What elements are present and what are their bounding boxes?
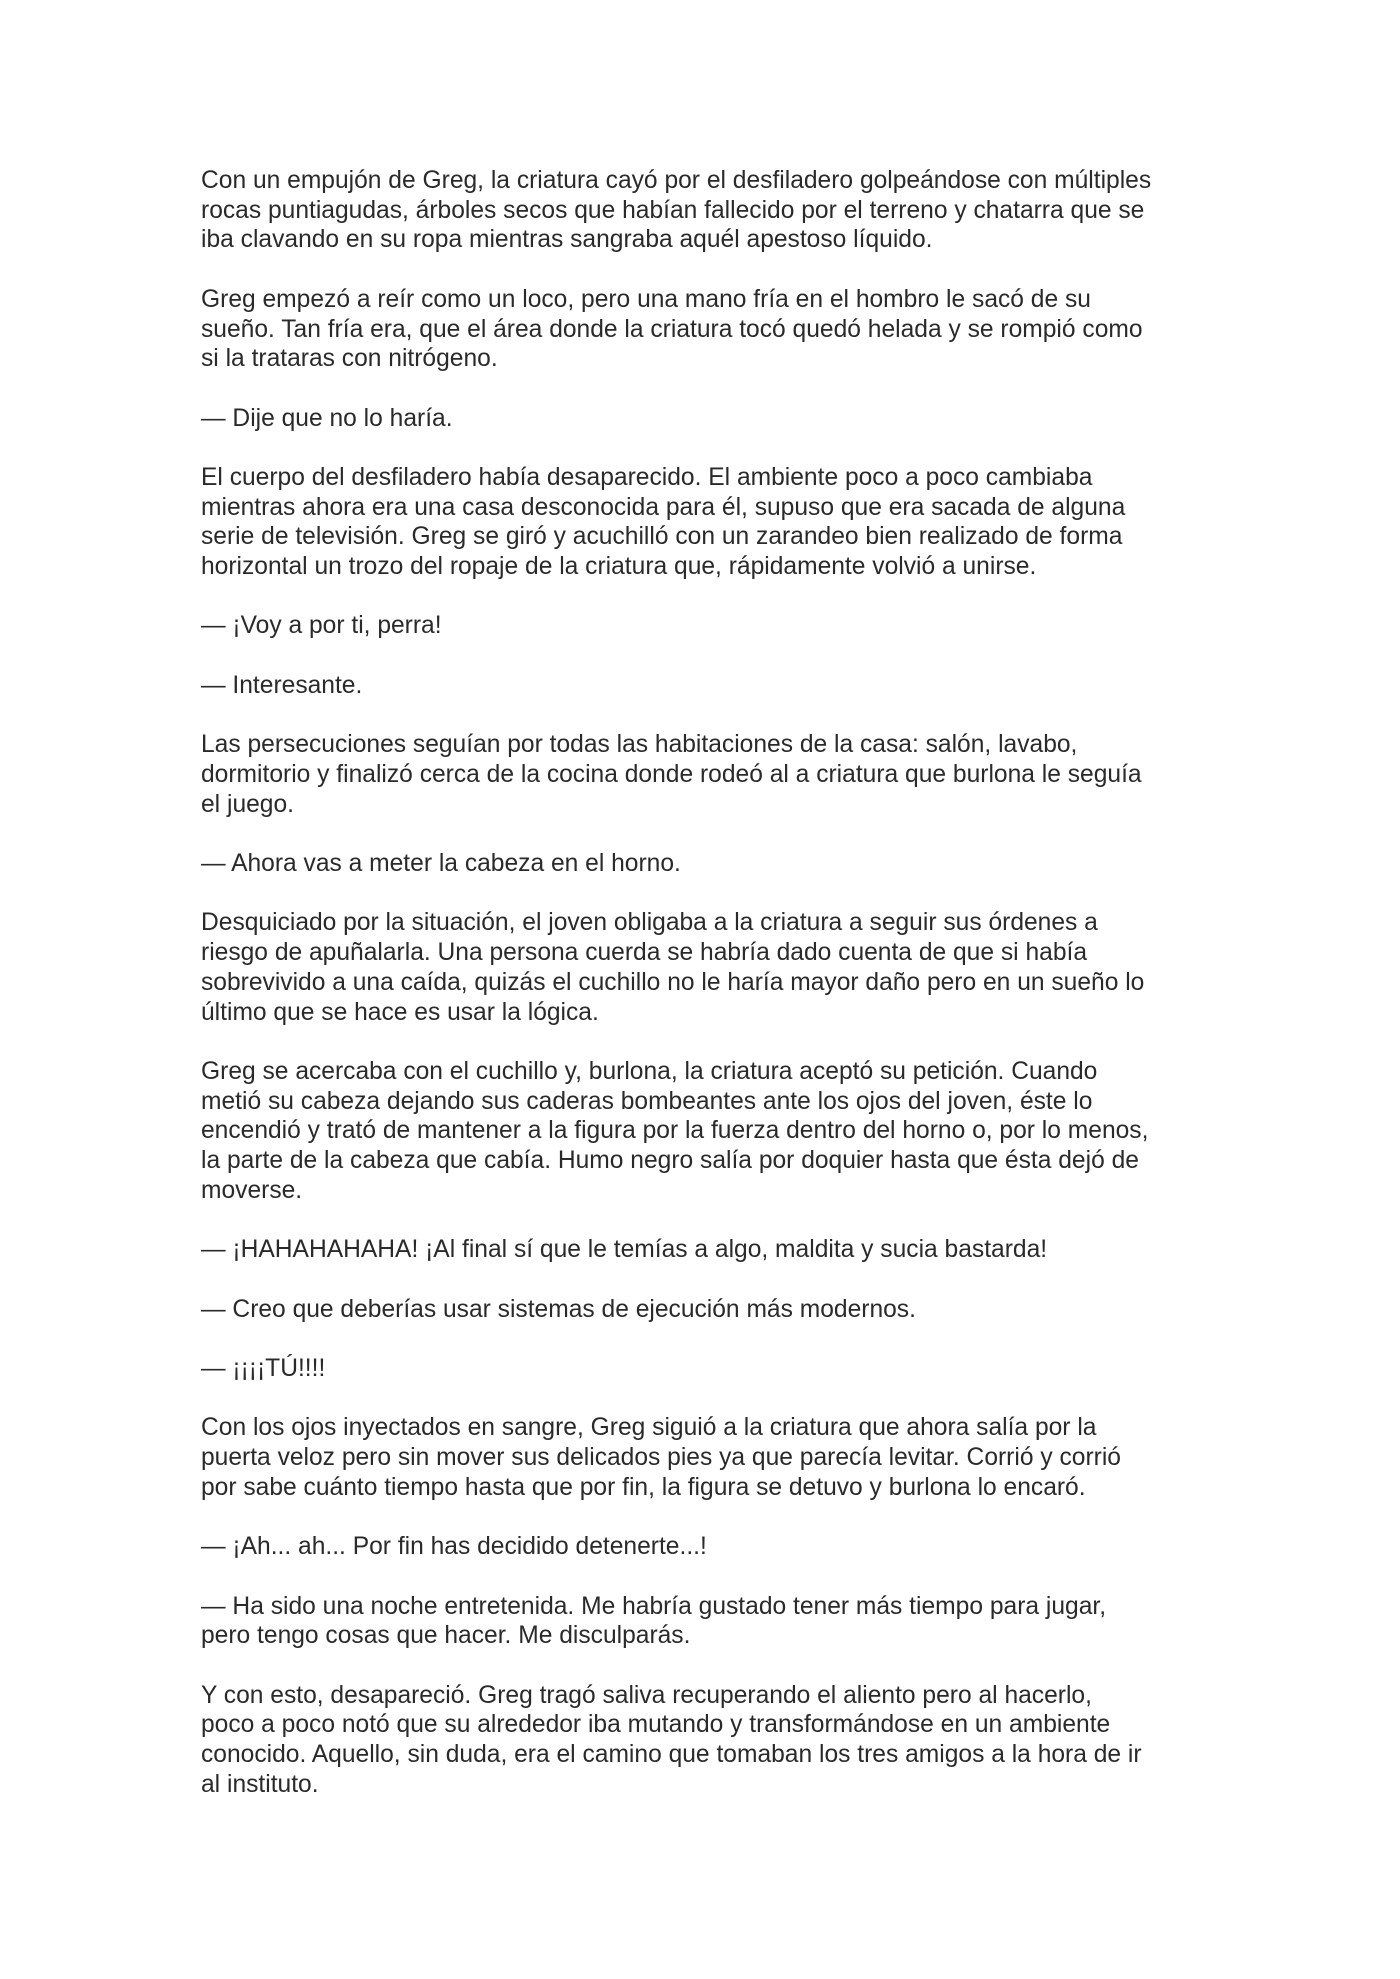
text-line: iba clavando en su ropa mientras sangraba aquél apestoso líquido.: [201, 226, 933, 254]
dialogue-paragraph: [201, 1295, 1211, 1325]
text-line: último que se hace es usar la lógica.: [201, 998, 599, 1026]
text-line: — ¡Voy a por ti, perra!: [201, 612, 442, 640]
narration-paragraph: [201, 1681, 1211, 1800]
narration-paragraph: [201, 166, 1211, 255]
narration-paragraph: [201, 908, 1211, 1027]
text-line: al instituto.: [201, 1770, 319, 1798]
dialogue-paragraph: [201, 1354, 1211, 1384]
text-line: El cuerpo del desfiladero había desaparecido. El ambiente poco a poco cambiaba: [201, 463, 1093, 491]
dialogue-paragraph: [201, 404, 1211, 434]
text-line: Las persecuciones seguían por todas las habitaciones de la casa: salón, lavabo,: [201, 731, 1078, 759]
dialogue-paragraph: [201, 671, 1211, 701]
text-line: riesgo de apuñalarla. Una persona cuerda se habría dado cuenta de que si había: [201, 939, 1088, 967]
text-line: dormitorio y finalizó cerca de la cocina donde rodeó al a criatura que burlona le seguía: [201, 760, 1142, 788]
text-line: — Ha sido una noche entretenida. Me habría gustado tener más tiempo para jugar,: [201, 1592, 1107, 1620]
dialogue-paragraph: [201, 611, 1211, 641]
text-line: si la trataras con nitrógeno.: [201, 345, 498, 373]
text-line: poco a poco notó que su alrededor iba mutando y transformándose en un ambiente: [201, 1711, 1111, 1739]
text-line: Desquiciado por la situación, el joven obligaba a la criatura a seguir sus órdenes a: [201, 909, 1098, 937]
text-line: mientras ahora era una casa desconocida para él, supuso que era sacada de alguna: [201, 493, 1126, 521]
narration-paragraph: [201, 285, 1211, 374]
narration-paragraph: [201, 463, 1211, 582]
text-line: sobrevivido a una caída, quizás el cuchillo no le haría mayor daño pero en un sueño lo: [201, 968, 1145, 996]
dialogue-paragraph: [201, 1592, 1211, 1651]
text-line: el juego.: [201, 790, 294, 818]
text-line: metió su cabeza dejando sus caderas bombeantes ante los ojos del joven, éste lo: [201, 1087, 1093, 1115]
text-line: — Dije que no lo haría.: [201, 404, 453, 432]
dialogue-paragraph: [201, 1532, 1211, 1562]
dialogue-paragraph: [201, 849, 1211, 879]
document-body: [201, 166, 1211, 1829]
text-line: — ¡¡¡¡TÚ!!!!: [201, 1354, 326, 1382]
text-line: puerta veloz pero sin mover sus delicados pies ya que parecía levitar. Corrió y corrió: [201, 1444, 1121, 1472]
text-line: encendió y trató de mantener a la figura por la fuerza dentro del horno o, por lo menos,: [201, 1117, 1149, 1145]
text-line: — Creo que deberías usar sistemas de ejecución más modernos.: [201, 1295, 916, 1323]
text-line: Con un empujón de Greg, la criatura cayó por el desfiladero golpeándose con múltiples: [201, 167, 1152, 194]
text-line: Greg empezó a reír como un loco, pero una mano fría en el hombro le sacó de su: [201, 285, 1091, 313]
text-line: moverse.: [201, 1176, 303, 1204]
text-line: rocas puntiagudas, árboles secos que habían fallecido por el terreno y chatarra que se: [201, 196, 1145, 224]
text-line: — Ahora vas a meter la cabeza en el horno.: [201, 850, 681, 878]
narration-paragraph: [201, 1057, 1211, 1206]
narration-paragraph: [201, 1413, 1211, 1502]
text-line: la parte de la cabeza que cabía. Humo negro salía por doquier hasta que ésta dejó de: [201, 1147, 1139, 1175]
text-line: — ¡Ah... ah... Por fin has decidido detenerte...!: [201, 1533, 707, 1561]
text-line: Greg se acercaba con el cuchillo y, burlona, la criatura aceptó su petición. Cuando: [201, 1057, 1098, 1085]
text-line: serie de televisión. Greg se giró y acuchilló con un zarandeo bien realizado de forma: [201, 523, 1123, 551]
text-line: conocido. Aquello, sin duda, era el camino que tomaban los tres amigos a la hora de ir: [201, 1741, 1142, 1769]
text-line: horizontal un trozo del ropaje de la criatura que, rápidamente volvió a unirse.: [201, 553, 1037, 581]
dialogue-paragraph: [201, 1235, 1211, 1265]
text-line: — Interesante.: [201, 671, 363, 699]
text-line: por sabe cuánto tiempo hasta que por fin, la figura se detuvo y burlona lo encaró.: [201, 1473, 1086, 1501]
text-line: Con los ojos inyectados en sangre, Greg siguió a la criatura que ahora salía por la: [201, 1414, 1097, 1442]
text-line: Y con esto, desapareció. Greg tragó saliva recuperando el aliento pero al hacerlo,: [201, 1681, 1092, 1709]
text-line: pero tengo cosas que hacer. Me disculparás.: [201, 1622, 691, 1650]
narration-paragraph: [201, 730, 1211, 819]
text-line: sueño. Tan fría era, que el área donde la criatura tocó quedó helada y se rompió como: [201, 315, 1143, 343]
text-line: — ¡HAHAHAHAHA! ¡Al final sí que le temías a algo, maldita y sucia bastarda!: [201, 1236, 1048, 1264]
